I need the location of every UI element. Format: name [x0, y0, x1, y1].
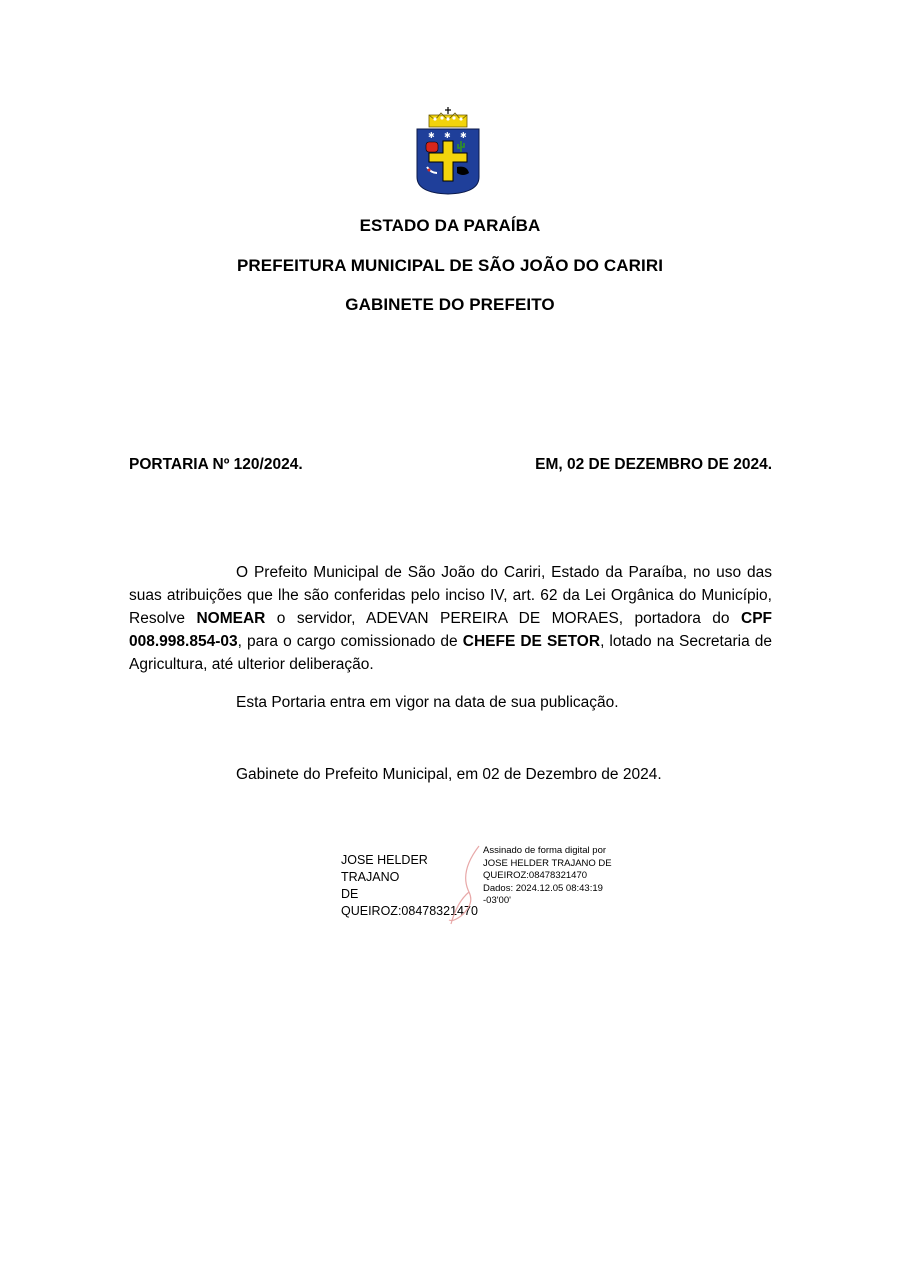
closing-paragraph: Gabinete do Prefeito Municipal, em 02 de Dezembro de 2024.: [236, 766, 662, 783]
portaria-number: PORTARIA Nº 120/2024.: [129, 456, 303, 473]
header-state: ESTADO DA PARAÍBA: [359, 216, 541, 235]
paragraph-text-a: O Prefeito Municipal de São João do Cariri, Estado da Paraíba, no uso das suas atribuições que lhe são conferidas pelo inciso IV, art. 62 da Lei Orgânica do Município, Resolve: [129, 564, 772, 627]
signer-name: JOSE HELDER TRAJANO DE QUEIROZ:08478321470: [341, 853, 478, 918]
header-office: GABINETE DO PREFEITO: [345, 295, 555, 314]
svg-text:✱: ✱: [460, 131, 467, 140]
signature-stroke-icon: [439, 842, 487, 926]
svg-text:✱: ✱: [444, 131, 451, 140]
paragraph-text-d: , lotado na Secretaria de Agricultura, até ulterior deliberação.: [129, 633, 772, 673]
svg-text:✱: ✱: [428, 131, 435, 140]
municipal-coat-of-arms-icon: [415, 107, 481, 195]
portaria-date: EM, 02 DE DEZEMBRO DE 2024.: [535, 456, 772, 473]
cargo-text: CHEFE DE SETOR: [462, 633, 601, 650]
signature-details: Assinado de forma digital por JOSE HELDER TRAJANO DE QUEIROZ:08478321470 Dados: 2024.12.05 08:43:19 -03'00': [483, 845, 612, 906]
paragraph-text-c: , para o cargo comissionado de: [237, 633, 463, 650]
main-paragraph: [129, 561, 772, 676]
vigor-paragraph: Esta Portaria entra em vigor na data de sua publicação.: [236, 694, 619, 711]
paragraph-text-b: o servidor, ADEVAN PEREIRA DE MORAES, portadora do: [265, 610, 741, 627]
nomear-text: NOMEAR: [196, 610, 266, 627]
header-municipality: PREFEITURA MUNICIPAL DE SÃO JOÃO DO CARIRI: [236, 256, 664, 275]
portaria-row: [129, 456, 772, 474]
cpf-text: CPF 008.998.854-03: [129, 610, 772, 650]
digital-signature: [341, 840, 641, 930]
